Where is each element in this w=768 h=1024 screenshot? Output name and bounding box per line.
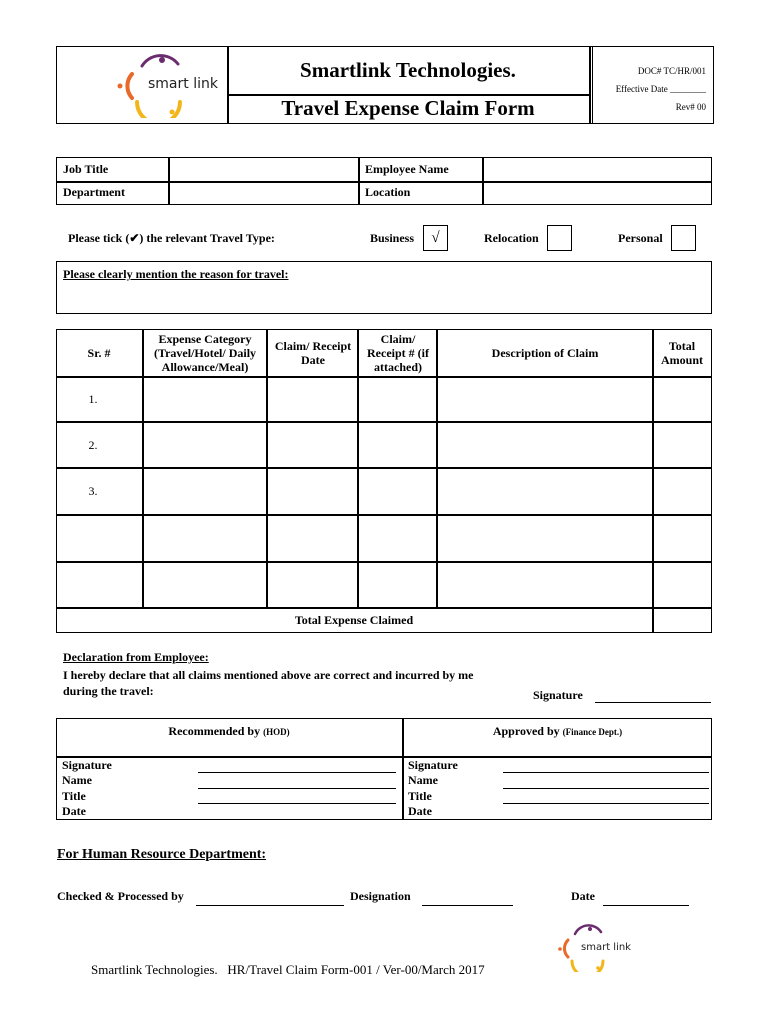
revision: Rev# 00 (675, 102, 706, 112)
header-category: Expense Category (Travel/Hotel/ Daily Allowance/Meal) (153, 332, 257, 374)
footer-logo-text: smart link (581, 942, 631, 953)
employee-name-label: Employee Name (365, 162, 449, 176)
checked-by-line[interactable] (196, 905, 344, 906)
logo-text: smart link (148, 76, 218, 92)
designation-line[interactable] (422, 905, 513, 906)
header-receipt: Claim/ Receipt # (if attached) (367, 332, 429, 374)
table-row-sr (56, 562, 130, 607)
travel-type-prompt: Please tick (✔) the relevant Travel Type: (68, 231, 275, 245)
personal-checkbox[interactable] (671, 225, 696, 251)
header-total: Total Amount (660, 339, 703, 367)
business-checkbox[interactable] (423, 225, 448, 251)
approved-by-header (403, 724, 712, 739)
finance-name-label: Name (408, 773, 438, 787)
table-row-sr (56, 515, 130, 561)
department-field[interactable] (170, 183, 358, 204)
approved-by-label: Approved by (492, 724, 560, 738)
employee-signature-line[interactable] (595, 702, 711, 703)
finance-name-line[interactable] (503, 788, 709, 789)
header-description: Description of Claim (491, 346, 599, 360)
finance-title-line[interactable] (503, 803, 709, 804)
business-label: Business (370, 231, 415, 245)
recommended-by-header (56, 724, 402, 739)
footer-text: Smartlink Technologies. HR/Travel Claim Form-001 / Ver-00/March 2017 (91, 962, 485, 977)
finance-date-label: Date (408, 804, 432, 818)
recommended-by-sub: (HOD) (263, 727, 290, 737)
doc-number: DOC# TC/HR/001 (637, 66, 706, 76)
footer-logo (555, 924, 635, 972)
relocation-label: Relocation (484, 231, 539, 245)
hod-name-label: Name (62, 773, 92, 787)
hod-title-label: Title (62, 789, 86, 803)
declaration-text-line2: during the travel: (63, 684, 154, 698)
approved-by-sub: (Finance Dept.) (562, 727, 623, 737)
table-row-sr: 1. (88, 392, 98, 406)
header-sr: Sr. # (87, 346, 111, 360)
table-row-sr: 2. (88, 437, 98, 452)
personal-label: Personal (618, 231, 663, 245)
hod-title-line[interactable] (198, 803, 396, 804)
finance-signature-line[interactable] (503, 772, 709, 773)
hod-signature-label: Signature (62, 758, 112, 772)
finance-signature-label: Signature (408, 758, 458, 772)
job-title-label: Job Title (63, 162, 109, 176)
header-date: Claim/ Receipt Date (274, 339, 352, 367)
hr-heading: For Human Resource Department: (57, 847, 267, 862)
header-divider-right2 (592, 46, 593, 124)
location-label: Location (365, 185, 411, 199)
designation-label: Designation (350, 889, 411, 903)
job-title-field[interactable] (170, 158, 358, 180)
effective-date: Effective Date ________ (615, 84, 706, 94)
employee-signature-label: Signature (533, 688, 583, 702)
header-divider-right (589, 46, 591, 124)
hod-date-label: Date (62, 804, 86, 818)
employee-name-field[interactable] (484, 158, 710, 180)
hr-date-line[interactable] (603, 905, 689, 906)
total-expense-label: Total Expense Claimed (294, 613, 414, 627)
relocation-checkbox[interactable] (547, 225, 572, 251)
hr-date-label: Date (571, 889, 595, 903)
form-title: Travel Expense Claim Form (281, 96, 535, 120)
table-row-sr: 3. (88, 484, 98, 498)
total-expense-field[interactable] (654, 608, 710, 632)
reason-label: Please clearly mention the reason for travel: (63, 267, 289, 281)
hod-name-line[interactable] (198, 788, 396, 789)
company-logo (112, 52, 222, 118)
hod-signature-line[interactable] (198, 772, 396, 773)
location-field[interactable] (484, 183, 710, 204)
recommended-by-label: Recommended by (168, 724, 261, 738)
declaration-heading: Declaration from Employee: (63, 650, 209, 664)
department-label: Department (63, 185, 125, 199)
finance-title-label: Title (408, 789, 432, 803)
company-name: Smartlink Technologies. (300, 58, 516, 82)
checked-by-label: Checked & Processed by (57, 889, 184, 903)
declaration-text-line1: I hereby declare that all claims mentioned above are correct and incurred by me (63, 668, 474, 682)
business-check-mark: √ (431, 229, 440, 246)
